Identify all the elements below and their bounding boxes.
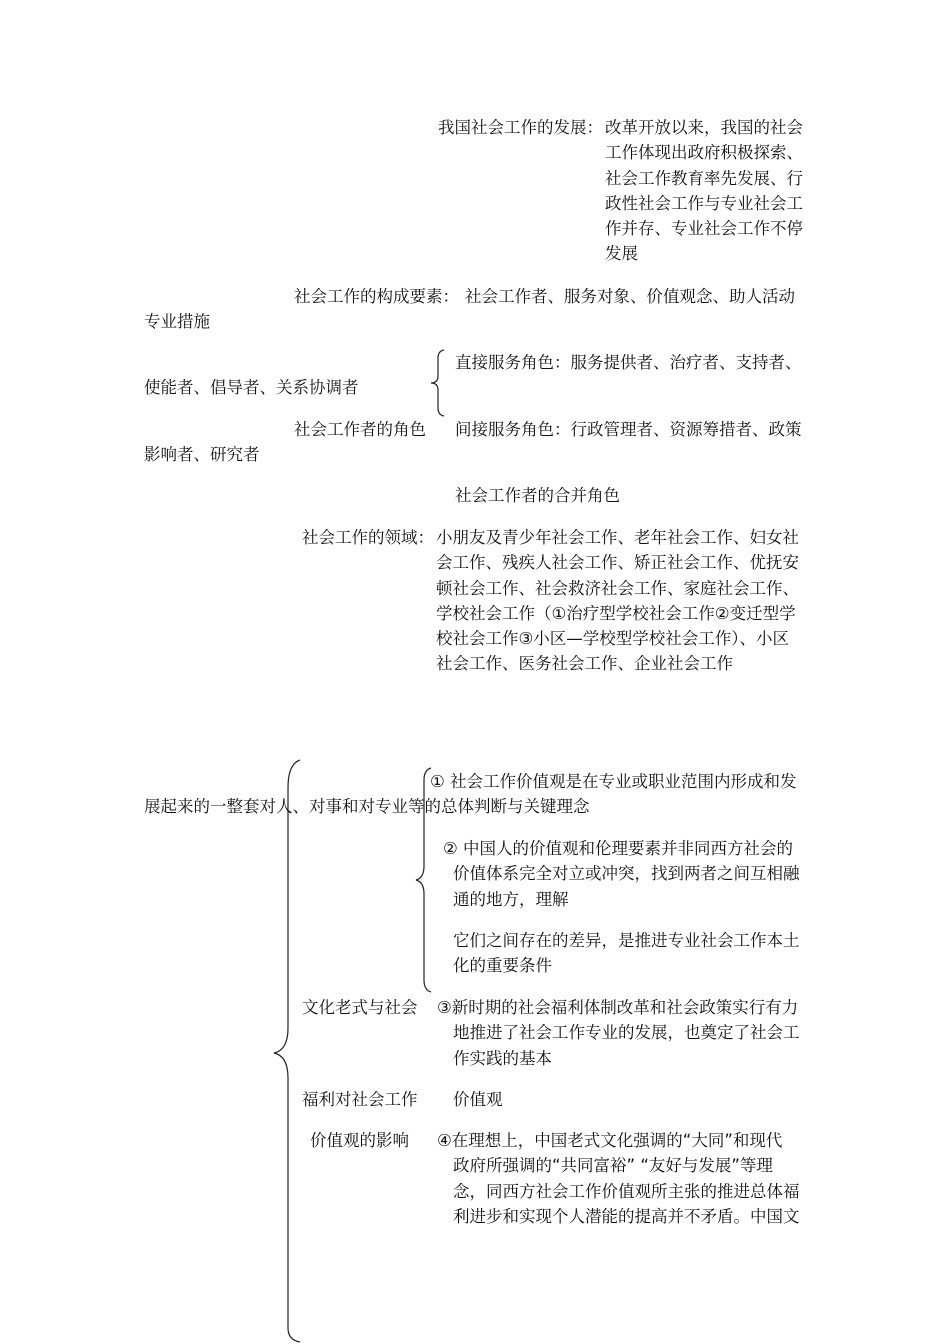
roles-direct-continuation: 使能者、倡导者、关系协调者 [144,378,359,397]
development-line: 改革开放以来，我国的社会 [605,118,803,137]
values-point-3-end: 价值观 [453,1090,503,1109]
development-line: 发展 [605,244,638,264]
values-point-2-line: 通的地方，理解 [453,889,569,909]
values-point-4-line: 利进步和实现个人潜能的提高并不矛盾。中国文 [453,1206,800,1226]
development-line: 工作体现出政府积极探索、 [605,143,803,163]
fields-text [436,525,816,677]
development-line: 政性社会工作与专业社会工 [605,193,803,213]
development-label: 我国社会工作的发展： [438,118,603,137]
values-point-2 [443,836,823,912]
roles-brace [428,348,448,418]
values-point-4 [437,1128,823,1229]
values-point-2-line: 价值体系完全对立或冲突，找到两者之间互相融 [453,864,800,884]
fields-line: 学校社会工作（①治疗型学校社会工作②变迁型学 [436,603,796,623]
values-point-4-line: 政府所强调的“共同富裕” “友好与发展”等理 [453,1156,773,1176]
values-point-3-line: 地推进了社会工作专业的发展，也奠定了社会工 [453,1023,800,1043]
values-point-1-line-1: ① 社会工作价值观是在专业或职业范围内形成和发 [430,772,797,791]
roles-indirect: 间接服务角色：行政管理者、资源筹措者、政策 [455,420,802,439]
fields-line: 小朋友及青少年社会工作、老年社会工作、妇女社 [436,528,799,547]
development-text [605,115,820,267]
roles-label: 社会工作者的角色 [294,420,426,439]
elements-continuation: 专业措施 [144,312,210,331]
values-point-2-line: ② 中国人的价值观和伦理要素并非同西方社会的 [443,839,794,858]
values-outer-brace [270,758,304,1344]
fields-line: 社会工作、医务社会工作、企业社会工作 [436,654,733,674]
values-point-3-line: ③新时期的社会福利体制改革和社会政策实行有力 [437,998,799,1017]
elements-text: 社会工作者、服务对象、价值观念、助人活动 [465,287,795,306]
values-point-3-line: 作实践的基本 [453,1048,552,1068]
values-point-3 [437,995,823,1071]
values-point-2b-line: 它们之间存在的差异，是推进专业社会工作本土 [453,931,800,950]
fields-line: 顿社会工作、社会救济社会工作、家庭社会工作、 [436,578,799,598]
values-left-label-1: 文化老式与社会 [302,998,418,1017]
development-line: 社会工作教育率先发展、行 [605,168,803,188]
roles-indirect-continuation: 影响者、研究者 [144,445,260,464]
values-point-4-line: 念，同西方社会工作价值观所主张的推进总体福 [453,1181,800,1201]
elements-label: 社会工作的构成要素： [294,287,459,306]
fields-line: 校社会工作③小区—学校型学校社会工作）、小区 [436,629,790,649]
fields-label: 社会工作的领域： [302,528,434,547]
values-point-2b-line: 化的重要条件 [453,956,552,976]
values-left-label-3: 价值观的影响 [310,1131,409,1150]
values-left-label-2: 福利对社会工作 [302,1090,418,1109]
values-point-2b [453,928,823,979]
development-line: 作并存、专业社会工作不停 [605,219,803,239]
roles-combined: 社会工作者的合并角色 [455,486,620,505]
values-point-4-line: ④在理想上，中国老式文化强调的“大同”和现代 [437,1131,783,1150]
roles-direct: 直接服务角色：服务提供者、治疗者、支持者、 [455,353,802,372]
fields-line: 会工作、残疾人社会工作、矫正社会工作、优抚安 [436,553,799,573]
values-point-1-line-2: 展起来的一整套对人、对事和对专业等的总体判断与关键理念 [144,797,590,816]
